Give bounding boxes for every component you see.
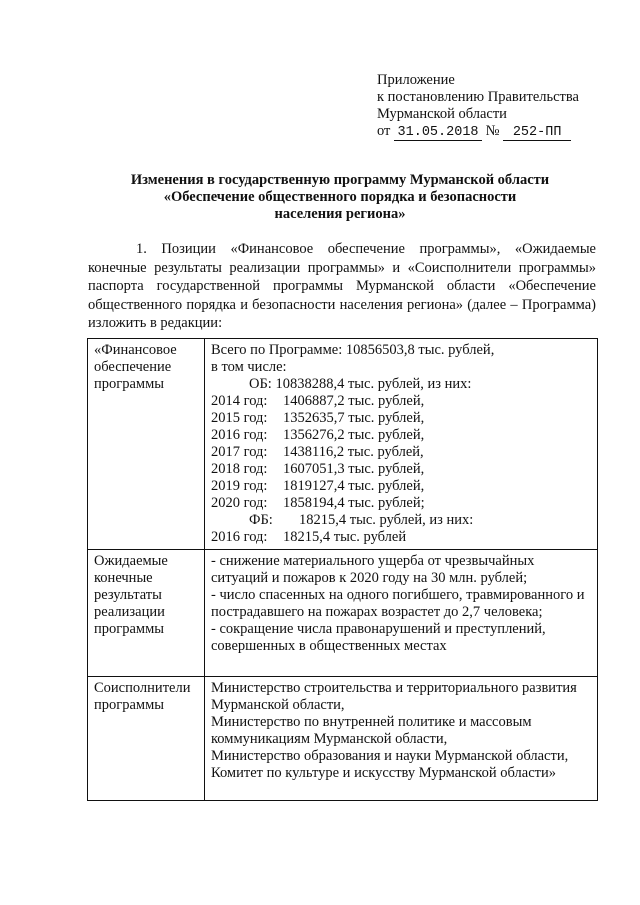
coexecutor-4: Комитет по культуре и искусству Мурманской области» [211,765,556,781]
fb-year-label: 2016 год: [211,529,268,545]
finance-year-2 [211,427,591,444]
finance-year-0 [211,393,591,410]
finance-fb-year [211,529,591,546]
results-content [205,550,598,677]
finance-year-5 [211,478,591,495]
results-item-3: - сокращение числа правонарушений и преступлений, совершенных в общественных местах [211,621,546,654]
year-label: 2020 год: [211,495,268,511]
year-amount: 1352635,7 тыс. рублей, [283,410,425,426]
intro-paragraph [88,240,596,333]
year-amount: 1356276,2 тыс. рублей, [283,427,425,443]
table-row-coexecutors [88,677,598,801]
finance-label: «Финансовое обеспечение программы [88,339,205,550]
year-amount: 1406887,2 тыс. рублей, [283,393,425,409]
finance-year-4 [211,461,591,478]
appendix-region: Мурманской области [377,106,507,122]
appendix-date-line [377,123,579,141]
fb-amount: 18215,4 тыс. рублей, из них: [299,512,474,528]
year-label: 2017 год: [211,444,268,460]
appendix-reference: к постановлению Правительства [377,89,579,105]
date-prefix: от [377,123,391,139]
finance-fb [211,512,591,529]
coexecutor-3: Министерство образования и науки Мурманской области, [211,748,569,764]
year-amount: 1819127,4 тыс. рублей, [283,478,425,494]
document-date: 31.05.2018 [394,125,482,141]
coexecutor-2: Министерство по внутренней политике и массовым коммуникациям Мурманской области, [211,714,532,747]
paragraph-text: 1. Позиции «Финансовое обеспечение программы», «Ожидаемые конечные результаты реализации программы» и «Соисполнители программы» паспорта государственной программы Мурманской области «Обеспечение общественного порядка и безопасности населения региона» (далее – Программа) изложить в редакции: [88,241,596,331]
year-label: 2016 год: [211,427,268,443]
table-row-results [88,550,598,677]
finance-content [205,339,598,550]
year-label: 2018 год: [211,461,268,477]
fb-year-amount: 18215,4 тыс. рублей [283,529,407,545]
coexecutors-content [205,677,598,801]
year-label: 2019 год: [211,478,268,494]
year-amount: 1858194,4 тыс. рублей; [283,495,425,511]
fb-label: ФБ: [249,512,273,528]
coexecutors-label: Соисполнители программы [88,677,205,801]
passport-table [87,338,598,801]
results-item-1: - снижение материального ущерба от чрезвычайных ситуаций и пожаров к 2020 году на 30 млн. рублей; [211,553,535,586]
number-label: № [485,123,500,139]
results-item-2: - число спасенных на одного погибшего, травмированного и пострадавшего на пожарах возрастет до 2,7 человека; [211,587,585,620]
appendix-block [377,72,579,141]
appendix-title: Приложение [377,72,455,88]
document-title [90,172,590,223]
finance-year-6 [211,495,591,512]
table-row-finance [88,339,598,550]
title-line-1: Изменения в государственную программу Мурманской области [130,172,550,188]
finance-ob: ОБ: 10838288,4 тыс. рублей, из них: [249,376,472,392]
finance-total: Всего по Программе: 10856503,8 тыс. рублей, [211,342,495,358]
results-label: Ожидаемые конечные результаты реализации программы [88,550,205,677]
title-line-3: населения региона» [274,206,406,222]
title-line-2: «Обеспечение общественного порядка и безопасности [163,189,517,205]
finance-year-3 [211,444,591,461]
document-number: 252-ПП [503,125,571,141]
finance-year-1 [211,410,591,427]
year-amount: 1438116,2 тыс. рублей, [283,444,424,460]
finance-including: в том числе: [211,359,287,375]
year-label: 2014 год: [211,393,268,409]
year-label: 2015 год: [211,410,268,426]
coexecutor-1: Министерство строительства и территориального развития Мурманской области, [211,680,577,713]
year-amount: 1607051,3 тыс. рублей, [283,461,425,477]
